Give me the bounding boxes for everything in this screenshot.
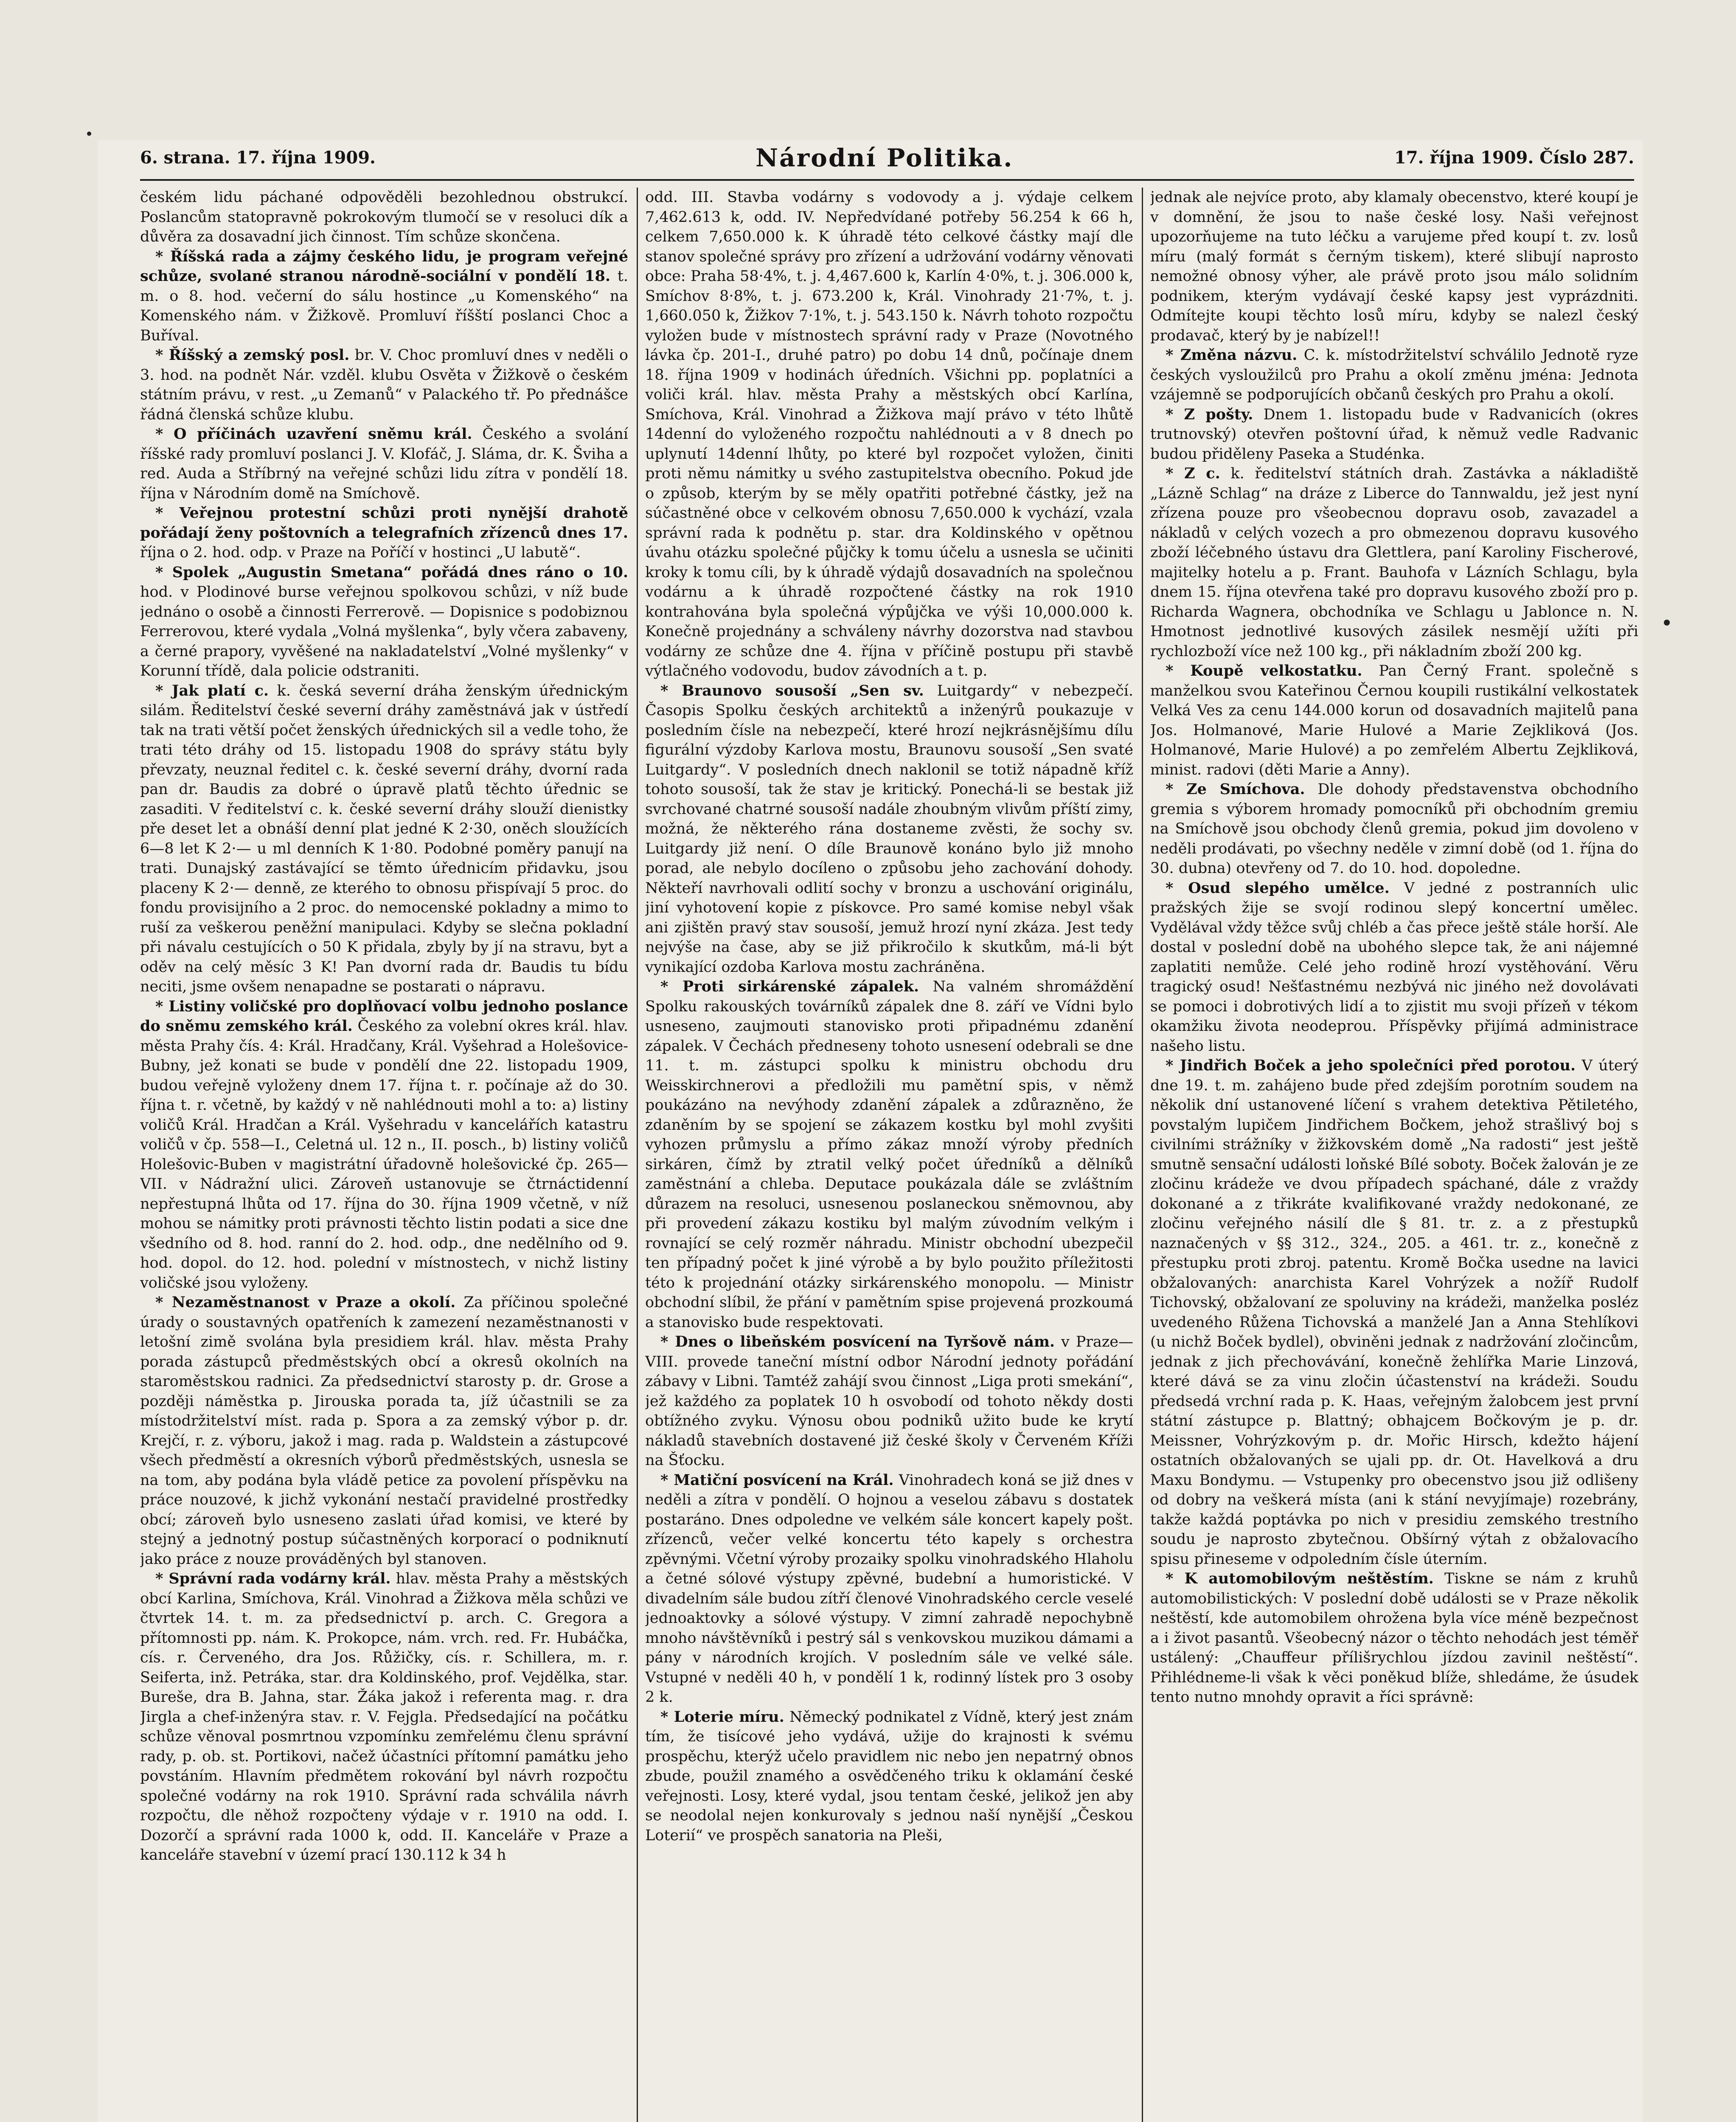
article-paragraph: * Loterie míru. Německý podnikatel z Vídně, který jest znám tím, že tisícové jeho vydává, užije do krajnosti k svému prospěchu, kterýž učelo pravidlem nic nebo jen nepatrný obnos zbude, použil znamého a osvědčeného triku k oklamání české veřejnosti. Losy, které vydal, jsou tentam české, jelikož jen aby se neodolal nejen konkurovaly s jednou naší nynější „Českou Loterií“ ve prospěch sanatoria na Pleši, — [645, 1708, 1133, 1844]
column-2 — [645, 188, 1133, 2122]
article-paragraph: * Dnes o libeňském posvícení na Tyršově nám. v Praze—VIII. provede taneční místní odbor Národní jednoty pořádání zábavy v Libni. Tamtéž zahájí svou činnost „Liga proti smekání“, jež každého za poplatek 10 h osvobodí od tohoto někdy dosti obtížného zvyku. Výnosu obou podniků užito bude ke krytí nákladů stavebních dostavené již české školy v Červeném Kříži na Šťocku. — [645, 1333, 1133, 1469]
article-paragraph: * Jindřich Boček a jeho společníci před porotou. V úterý dne 19. t. m. zahájeno bude před zdejším porotním soudem na několik dní ustanovené líčení s vrahem detektiva Pětiletého, povstalým lupičem Jindřichem Bočkem, jehož strašlivý boj s civilními strážníky v žižkovském domě „Na radosti“ jest ještě smutně sensační události loňské Bílé soboty. Boček žalován je ze zločinu krádeže ve dvou případech spáchané, dále z vraždy dokonané a z třikráte kvalifikované vraždy nedokonané, ze zločinu veřejného násilí dle § 81. tr. z. a z přestupků naznačených v §§ 312., 324., 205. a 461. tr. z., konečně z přestupku proti zbroj. patentu. Kromě Bočka usedne na lavici obžalovaných: anarchista Karel Vohrýzek a nožíř Rudolf Tichovský, obžalovaní ze spoluviny na krádeži, manželka posléz uvedeného Růžena Tichovská a manželé Jan a Anna Stehlíkovi (u nichž Boček bydlel), obviněni jednak z nadržování zločincům, jednak z jich přechovávání, konečně žehlířka Marie Linzová, které dává se za vinu zločin účastenství na krádeži. Soudu předsedá vrchní rada p. K. Haas, veřejným žalobcem jest první státní zástupce p. Blattný; obhajcem Bočkovým je p. dr. Meissner, Vohrýzkovým p. dr. Mořic Hirsch, kdežto hájení ostatních obžalovaných se ujali pp. dr. Ot. Havelková a dru Maxu Bondymu. — Vstupenky pro obecenstvo jsou již odlišeny od dobry na veškerá místa (ani k stání nevyjímaje) rozebrány, takže každá poptávka po nich v presidiu zemského trestního soudu je naprosto zbytečnou. Obšírný výtah z obžalovacího spisu přineseme v odpoledním čísle úterním. — [1150, 1057, 1638, 1568]
column-separator — [637, 188, 638, 2122]
article-paragraph: * Ze Smíchova. Dle dohody představenstva obchodního gremia s výborem hromady pomocníků při obchodním gremiu na Smíchově jsou obchody členů gremia, pokud jim dovoleno v neděli prodávati, po všechny neděle v zimní době (od 1. října do 30. dubna) otevřeny od 7. do 10. hod. dopoledne. — [1150, 780, 1638, 877]
article-paragraph: * Říšský a zemský posl. br. V. Choc promluví dnes v neděli o 3. hod. na podnět Nár. vzděl. klubu Osvěta v Žižkově o českém státním právu, v rest. „u Zemanů“ v Palackého tř. Po přednášce řádná členská schůze klubu. — [140, 346, 628, 423]
page-header — [98, 140, 1643, 178]
article-paragraph: * Nezaměstnanost v Praze a okolí. Za příčinou společné úrady o soustavných opatřeních k zamezení nezaměstnanosti v letošní zimě svolána byla presidiem král. hlav. města Prahy porada zástupců předměstských obcí a okresů okolních na staroměstskou radnici. Za předsednictví starosty p. dr. Grose a později náměstka p. Jirouska porada ta, jíž účastnili se za místodržitelství míst. rada p. Spora a za zemský výbor p. dr. Krejčí, r. z. výboru, jakož i mag. rada p. Waldstein a zástupcové všech předměstí a okresních výborů předměstských, usnesla se na tom, aby podána byla vládě petice za povolení příspěvku na práce nouzové, k jichž vykonání nestačí pravidelné prostředky obcí; zároveň bylo usneseno zaslati úřad komisi, ve které by stejný a jednotný postup súčastněných korporací o podniknutí jako práce z nouze prováděných byl stanoven. — [140, 1294, 628, 1568]
print-speck — [87, 132, 91, 136]
article-paragraph: * Koupě velkostatku. Pan Černý Frant. společně s manželkou svou Kateřinou Černou koupili rustikální velkostatek Velká Ves za cenu 144.000 korun od dosavadních majitelů pana Jos. Holmanové, Marie Hulové a Marie Zejkliková (Jos. Holmanové, Marie Hulové) a po zemřelém Albertu Zejkliková, minist. radovi (děti Marie a Anny). — [1150, 662, 1638, 778]
article-paragraph: * Z c. k. ředitelství státních drah. Zastávka a nákladiště „Lázně Schlag“ na dráze z Liberce do Tannwaldu, jež jest nyní zřízena pouze pro všeobecnou dopravu osob, zavazadel a nákladů v celých vozech a pro obmezenou dopravu kusového zboží léčebného ústavu dra Glettlera, paní Karoliny Fischerové, majitelky hotelu a p. Frant. Bauhofa v Lázních Schlagu, byla dnem 15. října otevřena také pro dopravu kusového zboží pro p. Richarda Wagnera, obchodníka ve Schlagu u Jablonce n. N. Hmotnost jednotlivé kusových zásilek nesmějí užíti při rychlozboží více než 100 kg., při nákladním zboží 200 kg. — [1150, 465, 1638, 660]
article-paragraph: * Správní rada vodárny král. hlav. města Prahy a městských obcí Karlina, Smíchova, Král. Vinohrad a Žižkova měla schůzi ve čtvrtek 14. t. m. za předsednictví p. arch. C. Gregora a přítomnosti pp. nám. K. Prokopce, nám. vrch. red. Fr. Hubáčka, cís. r. Červeného, dra Jos. Růžičky, cís. r. Schillera, m. r. Seiferta, inž. Petráka, star. dra Koldinského, prof. Vejdělka, star. Bureše, dra B. Jahna, star. Žáka jakož i referenta mag. r. dra Jirgla a chef-inženýra stav. r. V. Fejgla. Předsedající na počátku schůze věnoval posmrtnou vzpomínku zemřelému členu správní rady, p. ob. st. Portikovi, načež účastníci přítomní památku jeho povstáním. Hlavním předmětem rokování byl návrh rozpočtu společné vodárny na rok 1910. Správní rada schválila návrh rozpočtu, dle něhož rozpočteny výdaje v r. 1910 na odd. I. Dozorčí a správní rada 1000 k, odd. II. Kanceláře v Praze a kanceláře stavební v území prací 130.112 k 34 h — [140, 1570, 628, 1864]
page-number-date: 6. strana. 17. října 1909. — [140, 148, 376, 168]
article-paragraph: * Matiční posvícení na Král. Vinohradech koná se již dnes v neděli a zítra v pondělí. O hojnou a veselou zábavu s dostatek postaráno. Dnes odpoledne ve velkém sále koncert kapely pošt. zřízenců, večer velké koncertu této kapely s orchestra zpěvnými. Včetní výroby prozaiky spolku vinohradského Hlaholu a četné sólové výstupy zpěvné, budební a humoristické. V divadelním sále budou zítří členové Vinohradského cercle veselé jednoaktovky a sólové výstupy. V zimní zahradě nepochybně mnoho návštěvníků i pestrý sál s venkovskou muzikou dámami a pány v národních krojích. V posledním sále ve velké sále. Vstupné v neděli 40 h, v pondělí 1 k, rodinný lístek pro 3 osoby 2 k. — [645, 1471, 1133, 1706]
header-rule — [140, 179, 1634, 181]
article-paragraph: * Osud slepého umělce. V jedné z postranních ulic pražských žije se svojí rodinou slepý koncertní umělec. Vydělával vždy těžce svůj chléb a čas přece ještě stále horší. Ale dostal v poslední době na ubohého slepce tak, že ani nájemné zaplatiti nemůže. Celé jeho rodině hrozí vystěhování. Věru tragický osud! Nešťastnému nezbývá nic jiného než dovolávati se pomoci i dobrotivých lidí a to zjistit mu svoji přízeň v tékom okamžiku života neodeprou. Příspěvky přijímá administrace našeho listu. — [1150, 879, 1638, 1055]
article-paragraph: * Proti sirkárenské zápalek. Na valném shromáždění Spolku rakouských továrníků zápalek dne 8. září ve Vídni bylo usneseno, zaujmouti stanovisko proti připadnému zdanění zápalek. V Čechách předneseny tohoto usnesení odebrali se dne 11. t. m. zástupci spolku k ministru obchodu dru Weisskirchnerovi a předložili mu pamětní spis, v němž poukázáno na nevýhody zdanění zápalek a zdůrazněno, že zdaněním by se spojení se zákazem kostku byl mohl zvyšiti vyhozen průmyslu a přímo zákaz množí výroby předních sirkáren, čímž by ztratil velký počet úředníků a dělníků zaměstnání a chleba. Deputace poukázala dále se zvláštním důrazem na resoluci, usnesenou poslaneckou sněmovnou, aby při provedení zákazu kostiku byl malým zúvodním velkým i rovnající se celý rozměr náhradu. Ministr obchodní ubezpečil ten případný počet k jiné výrobě a by bylo použito příležitosti této k projednání otázky sirkárenského monopolu. — Ministr obchodní slíbil, že přání v pamětním spise projevená prozkoumá a stanovisko bude respektovati. — [645, 978, 1133, 1331]
article-paragraph: * Braunovo sousoší „Sen sv. Luitgardy“ v nebezpečí. Časopis Spolku českých architektů a inženýrů poukazuje v posledním čísle na nebezpečí, které hrozí nejkrásnějšímu dílu figurální výzdoby Karlova mostu, Braunovu sousoší „Sen svaté Luitgardy“. V posledních dnech naklonil se totiž nápadně kříž tohoto sousoší, tak že stav je kritický. Ponechá-li se bestak již svrchované chatrné sousoší nadále zhoubným vlivům příští zimy, možná, že některého rána dostaneme zvěsti, že sochy sv. Luitgardy již není. O díle Braunově konáno bylo již mnoho porad, ale nebylo docíleno o způsobu jeho zachování dohody. Někteří navrhovali odlití sochy v bronzu a uschování originálu, jiní vyhotovení kopie z pískovce. Pro samé komise nebyl však ani zjištěn pravý stav sousoší, jemuž hrozí nyní zkáza. Jest tedy nejvýše na čase, aby se již přikročilo k skutkům, má-li být vynikající ozdoba Karlova mostu zachráněna. — [645, 682, 1133, 976]
print-speck — [1664, 620, 1670, 626]
article-paragraph: * Veřejnou protestní schůzi proti nynější drahotě pořádají ženy poštovních a telegrafních zřízenců dnes 17. října o 2. hod. odp. v Praze na Poříčí v hostinci „U labutě“. — [140, 504, 628, 561]
column-separator — [1142, 188, 1143, 2122]
column-1 — [140, 188, 628, 2122]
column-3 — [1150, 188, 1638, 2122]
article-paragraph: * Říšská rada a zájmy českého lidu, je program veřejné schůze, svolané stranou národně-sociální v pondělí 18. t. m. o 8. hod. večerní do sálu hostince „u Komenského“ na Komenského nám. v Žižkově. Promluví říšští poslanci Choc a Buříval. — [140, 247, 628, 344]
article-paragraph: odd. III. Stavba vodárny s vodovody a j. výdaje celkem 7,462.613 k, odd. IV. Nepředvídané potřeby 56.254 k 66 h, celkem 7,650.000 k. K úhradě této celkové částky mají dle stanov společné správy pro zřízení a udržování vodárny věnovati obce: Praha 58·4%, t. j. 4,467.600 k, Karlín 4·0%, t. j. 306.000 k, Smíchov 8·8%, t. j. 673.200 k, Král. Vinohrady 21·7%, t. j. 1,660.050 k, Žižkov 7·1%, t. j. 543.150 k. Návrh tohoto rozpočtu vyložen bude v místnostech správní rady v Praze (Novotného lávka čp. 201-I., druhé patro) po dobu 14 dnů, počínaje dnem 18. října 1909 v hodinách úředních. Všichni pp. poplatníci a voliči král. hlav. města Prahy a městských obcí Karlína, Smíchova, Král. Vinohrad a Žižkova mají právo v této lhůtě 14denní do vyloženého rozpočtu nahlédnouti a v 8 dnech po uplynutí 14denní lhůty, po které byl rozpočet vyložen, činiti proti němu námitky u svého zastupitelstva obecního. Pokud jde o způsob, kterým by se měly opatřiti potřebné částky, jež na súčastněné obce v celkovém obnosu 7,650.000 k vychází, vzala správní rada k podnětu p. star. dra Koldinského v opětnou úvahu otázku společné půjčky k tomu účelu a usnesla se učiniti kroky k tomu cíli, by k úhradě výdajů dosavadních na společnou vodárnu a k úhradě rozpočtené částky na rok 1910 kontrahována byla společná výpůjčka ve výši 10,000.000 k. Konečně projednány a schváleny návrhy dozorstva nad stavbou vodárny ze schůze dne 4. října v příčině postupu při stavbě výtlačného vodovodu, budov závodních a t. p. — [645, 189, 1133, 679]
article-paragraph: * O příčinách uzavření sněmu král. Českého a svolání říšské rady promluví poslanci J. V. Klofáč, J. Sláma, dr. K. Šviha a red. Auda a Stříbrný na veřejné schůzi lidu zítra v pondělí 18. října v Národním domě na Smíchově. — [140, 425, 628, 502]
article-paragraph: * K automobilovým neštěstím. Tiskne se nám z kruhů automobilistických: V poslední době události se v Praze několik neštěstí, kde automobilem ohrožena byla více méně bezpečnost a i život pasantů. Všeobecný názor o těchto nehodách jest téměř ustálený: „Chauffeur přílišrychlou jízdou zavinil neštěstí“. Přihlédneme-li však k věci poněkud blíže, shledáme, že úsudek tento nutno mnohdy opravit a říci správně: — [1150, 1570, 1638, 1706]
article-paragraph: * Změna názvu. C. k. místodržitelství schválilo Jednotě ryze českých vysloužilců pro Prahu a okolí změnu jména: Jednota vzájemně se podporujících občanů českých pro Prahu a okolí. — [1150, 346, 1638, 403]
article-paragraph: českém lidu páchané odpověděli bezohlednou obstrukcí. Poslancům statopravně pokrokovým tlumočí se v resoluci dík a důvěra za dosavadní jich činnost. Tím schůze skončena. — [140, 189, 628, 245]
issue-date-number: 17. října 1909. Číslo 287. — [1394, 148, 1634, 168]
article-paragraph: * Jak platí c. k. česká severní dráha ženským úřednickým silám. Ředitelství české severní dráhy zaměstnává jak v ústředí tak na trati větší počet ženských úřednických sil a vedle toho, že trati této dráhy od 15. listopadu 1908 do správy státu byly převzaty, neuznal ředitel c. k. české severní dráhy, dvorní rada pan dr. Baudis za dobré o úpravě platů těchto úřednic se zasaditi. V ředitelství c. k. české severní dráhy slouží dienistky pře deset let a obnáší denní plat jedné K 2·30, oněch sloužících 6—8 let K 2·— u ml denních K 1·80. Podobné poměry panují na trati. Dunajský zastávající se těmto úřednicím přidavku, jsou placeny K 2·— denně, ze kterého to obnosu přispívají 5 proc. do fondu provisijního a 2 proc. do nemocenské pokladny a mimo to ruší za veškerou peněžní manipulaci. Kdyby se slečna pokladní při návalu cestujících o 50 K přidala, zbyly by jí na stravu, byt a oděv na celý měsíc 3 K! Pan dvorní rada dr. Baudis tu bídu neciti, jsme ovšem nenapadne se postarati o nápravu. — [140, 682, 628, 995]
article-paragraph: jednak ale nejvíce proto, aby klamaly obecenstvo, které koupí je v domnění, že jsou to naše české losy. Naši veřejnost upozorňujeme na tuto léčku a varujeme před koupí t. zv. losů míru (malý formát s černým tiskem), které slibují naprosto nemožné obnosy výher, ale právě proto jsou málo solidním podnikem, kterým vydávají české kapsy jest vyprázdniti. Odmítejte koupi těchto losů míru, kdyby se nalezl český prodavač, který by je nabízel!! — [1150, 189, 1638, 344]
masthead-title: Národní Politika. — [756, 143, 1014, 172]
article-paragraph: * Z pošty. Dnem 1. listopadu bude v Radvanicích (okres trutnovský) otevřen poštovní úřad, k němuž vedle Radvanic budou přiděleny Paseka a Studénka. — [1150, 405, 1638, 463]
article-paragraph: * Spolek „Augustin Smetana“ pořádá dnes ráno o 10. hod. v Plodinové burse veřejnou spolkovou schůzi, v níž bude jednáno o osobě a činnosti Ferrerově. — Dopisnice s podobiznou Ferrerovou, které vydala „Volná myšlenka“, byly včera zabaveny, a černé prapory, vyvěšené na nakladatelství „Volné myšlenky“ v Korunní třídě, dala policie odstraniti. — [140, 563, 628, 679]
newspaper-page — [98, 140, 1643, 2122]
article-paragraph: * Listiny voličské pro doplňovací volbu jednoho poslance do sněmu zemského král. Českého za volební okres král. hlav. města Prahy čís. 4: Král. Hradčany, Král. Vyšehrad a Holešovice-Bubny, jež konati se bude v pondělí dne 22. listopadu 1909, budou veřejně vyloženy dnem 17. října t. r. počínaje až do 30. října t. r. včetně, by každý v ně nahlédnouti mohl a to: a) listiny voličů Král. Hradčan a Král. Vyšehradu v kancelářích katastru voličů v čp. 558—I., Celetná ul. 12 n., II. posch., b) listiny voličů Holešovic-Buben v magistrátní úřadovně holešovické čp. 265—VII. v Nádražní ulici. Zároveň ustanovuje se čtrnáctidenní nepřestupná lhůta od 17. října do 30. října 1909 včetně, v níž mohou se námitky proti právnosti těchto listin podati a sice dne všedního od 8. hod. ranní do 2. hod. odp., dne nedělního od 9. hod. dopol. do 12. hod. polední v místnostech, v nichž listiny voličské jsou vyloženy. — [140, 997, 628, 1291]
